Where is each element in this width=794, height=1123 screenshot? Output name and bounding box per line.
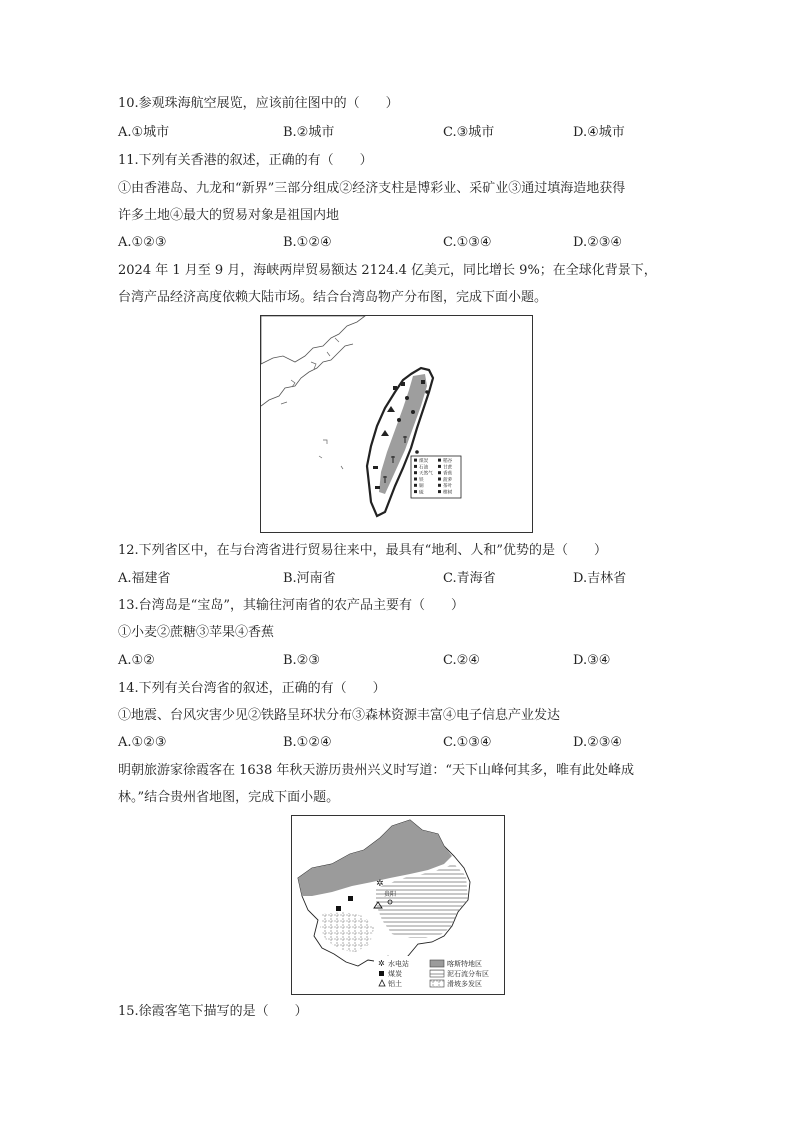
q13-option-b: B.②③ [283,653,320,668]
q14-statements: ①地震、台风灾害少见②铁路呈环状分布③森林资源丰富④电子信息产业发达 [118,708,561,723]
taiwan-legend-symbol [438,490,441,493]
q14-stem: 14.下列有关台湾省的叙述，正确的有（ ） [118,681,386,696]
q11-option-b: B.①②④ [283,235,332,250]
q12-option-b: B.河南省 [283,571,336,586]
guizhou-legend-symbol: ✲ [378,959,385,968]
taiwan-legend-label: 煤炭 [419,459,429,464]
taiwan-legend-label: 石油 [419,465,429,471]
taiwan-legend-label: 硫 [419,490,424,496]
q10-stem: 10.参观珠海航空展览，应该前往图中的（ ） [118,96,399,111]
q13-option-d: D.③④ [573,653,611,668]
guizhou-legend-label: 喀斯特地区 [447,960,482,968]
taiwan-legend-label: 樟树 [443,490,453,496]
coastal-islands [281,338,339,404]
q10-option-b: B.②城市 [283,125,335,140]
q12-stem: 12.下列省区中，在与台湾省进行贸易往来中，最具有“地利、人和”优势的是（ ） [118,543,607,558]
taiwan-map-svg [261,316,532,532]
q11-stem: 11.下列有关香港的叙述，正确的有（ ） [118,153,373,168]
taiwan-legend-symbol [438,459,441,462]
guizhou-legend-label: 滑坡多发区 [447,980,482,988]
q15-stem: 15.徐霞客笔下描写的是（ ） [118,1004,308,1019]
guiyang-label: 贵阳 [384,891,397,898]
q12-option-d: D.吉林省 [573,571,627,586]
q14-option-a: A.①②③ [118,735,167,750]
q10-option-c: C.③城市 [443,125,495,140]
taiwan-legend-symbol [414,459,417,462]
q13-stem: 13.台湾岛是“宝岛”，其输往河南省的农产品主要有（ ） [118,598,464,613]
q13-statements: ①小麦②蔗糖③苹果④香蕉 [118,625,275,640]
coal-icon-2 [336,906,341,911]
taiwan-legend-symbol [438,484,441,487]
mainland-coast [261,344,353,406]
q11-option-c: C.①③④ [443,235,492,250]
taiwan-legend-label: 甘蔗 [443,465,453,471]
q11-statements-line1: ①由香港岛、九龙和“新界”三部分组成②经济支柱是博彩业、采矿业③通过填海造地获得 [118,181,626,196]
guizhou-legend [378,959,489,988]
q14-option-d: D.②③④ [573,735,623,750]
q10-option-a: A.①城市 [118,125,170,140]
guizhou-legend-label: 水电站 [388,960,409,968]
guizhou-intro-line2: 林。”结合贵州省地图，完成下面小题。 [118,790,340,805]
q13-option-c: C.②④ [443,653,480,668]
q12-option-c: C.青海省 [443,571,496,586]
taiwan-intro-line1: 2024 年 1 月至 9 月，海峡两岸贸易额达 2124.4 亿美元，同比增长 9%；在全球化背景下， [118,263,657,278]
q14-option-b: B.①②④ [283,735,332,750]
taiwan-legend-symbol [438,478,441,481]
guizhou-intro-line1: 明朝旅游家徐霞客在 1638 年秋天游历贵州兴义时写道：“天下山峰何其多，唯有此处峰成 [118,763,634,778]
guizhou-legend-label: 铝土 [388,980,402,988]
q14-option-c: C.①③④ [443,735,492,750]
taiwan-legend-label: 铁 [419,477,424,483]
taiwan-legend-symbol [414,484,417,487]
taiwan-legend-symbol [414,490,417,493]
q13-option-a: A.①② [118,653,155,668]
guizhou-map-svg [292,816,504,994]
q11-option-d: D.②③④ [573,235,623,250]
guizhou-map [291,815,505,995]
taiwan-products-map [260,315,533,533]
taiwan-legend-label: 铜 [419,484,424,490]
q11-statements-line2: 许多土地④最大的贸易对象是祖国内地 [118,208,340,223]
taiwan-legend-symbol [438,471,441,474]
guizhou-legend-symbol [379,971,384,976]
taiwan-legend-label: 菠萝 [443,477,453,483]
taiwan-legend-symbol [414,478,417,481]
taiwan-legend-label: 稻谷 [443,459,453,464]
guizhou-legend-label: 泥石流分布区 [447,970,489,978]
taiwan-legend-symbol [438,465,441,468]
taiwan-legend-label: 茶叶 [443,484,453,490]
taiwan-legend-label: 香蕉 [443,471,453,477]
taiwan-legend-label: 天然气 [419,471,433,477]
hydropower-station-icon: ✲ [376,879,384,889]
taiwan-legend-symbol [414,465,417,468]
taiwan-intro-line2: 台湾产品经济高度依赖大陆市场。结合台湾岛物产分布图，完成下面小题。 [118,290,548,305]
guizhou-legend-symbol [430,980,444,987]
q12-option-a: A.福建省 [118,571,171,586]
q10-option-d: D.④城市 [573,125,625,140]
taiwan-legend-symbol [414,471,417,474]
guizhou-legend-label: 煤炭 [388,970,402,978]
guizhou-legend-symbol [430,960,444,967]
guizhou-legend-symbol [430,970,444,977]
coal-icon-1 [348,896,353,901]
mainland-coast-north [261,316,365,364]
q11-option-a: A.①②③ [118,235,167,250]
penghu-islands [319,440,343,469]
